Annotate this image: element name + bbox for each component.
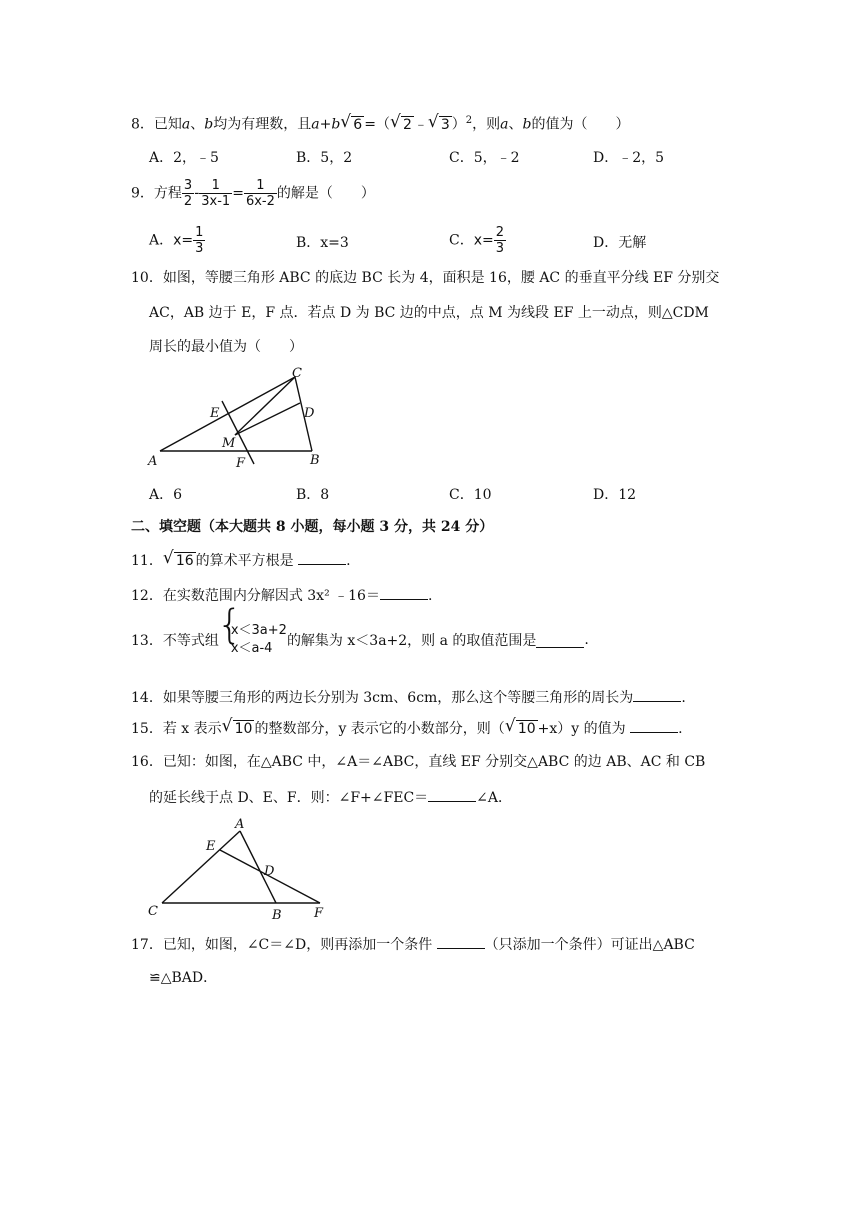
q8-option-a[interactable]: A．2，﹣5 (149, 150, 219, 166)
q9-stem: 9．方程 $\frac{3}{2}$ - $\frac{1}{3x-1}$ = $\frac{1}{6x-2}$ 的解是（ ） (131, 178, 375, 209)
q17-stem-line1: 17．已知，如图，∠C＝∠D，则再添加一个条件 （只添加一个条件）可证出△ABC (131, 934, 695, 955)
segment-mc (235, 377, 295, 435)
label-f: F (314, 906, 324, 921)
q10-option-b[interactable]: B．8 (296, 487, 330, 503)
q9-option-b[interactable]: B．x=3 (296, 235, 349, 251)
label-a: A (235, 817, 245, 832)
q9-option-d[interactable]: D．无解 (593, 235, 647, 251)
fraction-3-2: $\frac{3}{2}$ (183, 178, 193, 209)
q17-stem-line2: ≌△BAD． (149, 970, 218, 986)
q15-answer-blank[interactable] (630, 718, 678, 733)
q15-stem: 15．若 x 表示√ 10 的整数部分，y 表示它的小数部分，则（√ 10 +x）y 的值为 . (131, 718, 683, 739)
label-e: E (210, 406, 220, 421)
sqrt-2: √ 2 (390, 115, 414, 135)
q10-figure-triangle (140, 365, 340, 475)
sqrt-16: √ 16 (163, 551, 196, 571)
q8-option-c[interactable]: C．5，﹣2 (449, 150, 520, 166)
sqrt-3: √ 3 (428, 115, 452, 135)
q10-option-c[interactable]: C．10 (449, 487, 492, 503)
label-b: B (310, 453, 320, 468)
fraction-1-3: $\frac{1}{3}$ (195, 225, 204, 256)
q10-stem-line1: 10．如图，等腰三角形 ABC 的底边 BC 长为 4，面积是 16，腰 AC 的垂直平分线 EF 分别交 (131, 270, 720, 286)
section-title-fill-blank: 二、填空题（本大题共 8 小题，每小题 3 分，共 24 分） (131, 519, 494, 535)
q16-figure-triangle (140, 815, 340, 925)
q12-stem: 12．在实数范围内分解因式 3x² ﹣16＝ . (131, 585, 432, 606)
q14-stem: 14．如果等腰三角形的两边长分别为 3cm、6cm，那么这个等腰三角形的周长为 . (131, 687, 686, 708)
q10-stem-line3: 周长的最小值为（ ） (149, 339, 303, 355)
q13-answer-blank[interactable] (536, 633, 584, 648)
segment-md (235, 403, 300, 435)
side-ca (162, 831, 240, 903)
label-a: A (148, 454, 158, 469)
sqrt-10: √ 10 (222, 719, 255, 739)
label-e: E (206, 839, 216, 854)
fraction-1-3x-1: $\frac{1}{3x-1}$ (201, 178, 231, 209)
q12-answer-blank[interactable] (380, 585, 428, 600)
q9-option-a[interactable]: A．x= $\frac{1}{3}$ (149, 225, 204, 256)
label-c: C (292, 366, 302, 381)
q10-stem-line2: AC，AB 边于 E，F 点．若点 D 为 BC 边的中点，点 M 为线段 EF 上一动点，则△CDM (149, 305, 709, 321)
q16-stem-line2: 的延长线于点 D、E、F．则：∠F+∠FEC＝ ∠A． (149, 787, 512, 808)
inequality-system: { x＜3a+2 x＜a-4 (219, 622, 287, 658)
q16-answer-blank[interactable] (428, 787, 476, 802)
q9-option-c[interactable]: C．x= $\frac{2}{3}$ (449, 225, 505, 256)
q8-option-b[interactable]: B．5，2 (296, 150, 353, 166)
sqrt-6: √ 6 (340, 115, 364, 135)
q14-answer-blank[interactable] (633, 687, 681, 702)
label-d: D (304, 406, 315, 421)
label-f: F (236, 456, 246, 471)
q11-stem: 11．√ 16 的算术平方根是 . (131, 550, 351, 571)
sqrt-10-second: √ 10 (505, 719, 538, 739)
label-m: M (222, 436, 236, 451)
fraction-1-6x-2: $\frac{1}{6x-2}$ (245, 178, 275, 209)
label-b: B (272, 908, 282, 923)
q10-option-a[interactable]: A．6 (149, 487, 183, 503)
label-c: C (148, 904, 158, 919)
q10-option-d[interactable]: D．12 (593, 487, 637, 503)
q8-stem: 8．已知a、b均为有理数，且a+b√ 6 =（√ 2 ﹣√ 3 ）$^2$，则a、b的值为（ ） (131, 111, 630, 135)
q8-option-d[interactable]: D．﹣2，5 (593, 150, 665, 166)
q16-stem-line1: 16．已知：如图，在△ABC 中，∠A＝∠ABC，直线 EF 分别交△ABC 的边 AB、AC 和 CB (131, 754, 706, 770)
q13-stem: 13．不等式组 { x＜3a+2 x＜a-4 的解集为 x＜3a+2，则 a 的取值范围是 . (131, 622, 589, 658)
fraction-2-3: $\frac{2}{3}$ (495, 225, 505, 256)
label-d: D (264, 864, 275, 879)
q17-answer-blank[interactable] (437, 934, 485, 949)
q11-answer-blank[interactable] (298, 550, 346, 565)
